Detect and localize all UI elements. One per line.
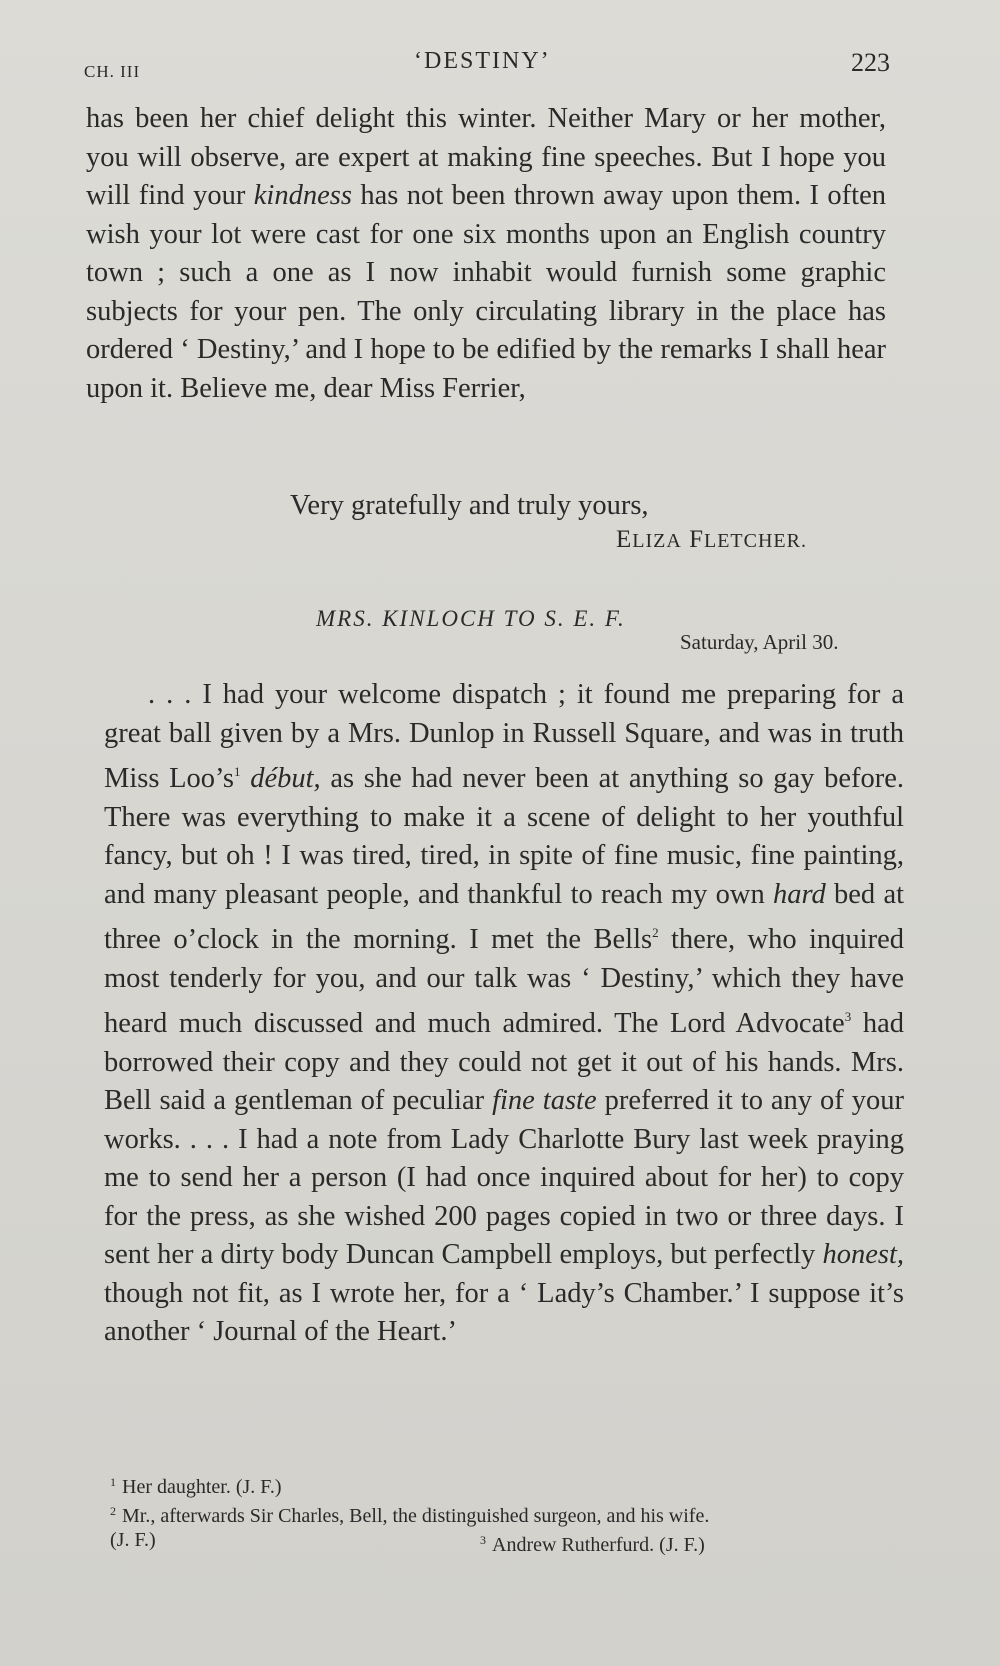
footnote-3 bbox=[480, 1528, 705, 1557]
footnote-ref: 3 bbox=[844, 1009, 852, 1024]
italic-text: début, bbox=[250, 763, 321, 794]
page-number: 223 bbox=[851, 48, 890, 77]
letter-kinloch-body bbox=[104, 676, 904, 1352]
footnote-2 bbox=[110, 1499, 920, 1528]
text-run: . . . I had your welcome dispatch ; it found me preparing for a great ball given by a Mrs. Dunlop in Russell Square, and was in truth Miss Loo’s bbox=[104, 679, 904, 794]
footnote-line bbox=[110, 1528, 920, 1556]
footnote-number: 2 bbox=[110, 1504, 116, 1518]
running-title: ‘DESTINY’ bbox=[414, 48, 551, 74]
signature-smallcaps: LETCHER. bbox=[703, 530, 807, 552]
letter-fletcher-body bbox=[86, 100, 886, 408]
italic-text: fine taste bbox=[492, 1085, 597, 1116]
letter-date: Saturday, April 30. bbox=[680, 630, 839, 654]
letter-signature bbox=[616, 526, 807, 554]
chapter-label: CH. III bbox=[84, 62, 141, 81]
footnote-text: Andrew Rutherfurd. (J. F.) bbox=[492, 1534, 705, 1556]
italic-text: honest, bbox=[822, 1239, 904, 1270]
letter-heading: MRS. KINLOCH TO S. E. F. bbox=[316, 606, 626, 631]
text-run: had borrowed their copy and they could not get it out of his hands. Mrs. Bell said a gentleman of peculiar bbox=[104, 1008, 905, 1116]
signature-initial: E bbox=[616, 526, 633, 553]
footnote-ref: 2 bbox=[652, 925, 659, 940]
footnote-text: Mr., afterwards Sir Charles, Bell, the distinguished surgeon, and his wife. bbox=[122, 1505, 710, 1527]
text-run: as she had never been at anything so gay before. There was everything to make it a scene of delight to her youthful fancy, but oh ! I was tired, tired, in spite of fine music, fine painting, and many pleasant people, and thankful to reach my own bbox=[104, 763, 904, 910]
running-head bbox=[84, 48, 890, 88]
footnote-text: Her daughter. (J. F.) bbox=[122, 1476, 282, 1498]
letter-kinloch-paragraph bbox=[104, 676, 904, 1352]
letter-fletcher-paragraph bbox=[86, 100, 886, 408]
signature-smallcaps: LIZA bbox=[632, 530, 682, 552]
footnote-1 bbox=[110, 1470, 920, 1499]
footnote-text: (J. F.) bbox=[110, 1529, 156, 1551]
footnote-ref: 1 bbox=[234, 764, 241, 779]
text-run: has been her chief delight this winter. Neither Mary or her mother, you will observe, are expert at making fine speeches. But I hope you will find your bbox=[86, 103, 886, 211]
italic-text: hard bbox=[772, 878, 826, 910]
text-run: though not fit, as I wrote her, for a ‘ Lady’s Chamber.’ I suppose it’s another ‘ Journal of the Heart.’ bbox=[104, 1277, 904, 1347]
signature-initial: F bbox=[689, 526, 704, 553]
footnote-number: 3 bbox=[480, 1533, 486, 1547]
text-run: there, who inquired most tenderly for you, and our talk was ‘ Destiny,’ which they have heard much discussed and much admired. The Lord Advocate bbox=[104, 924, 904, 1039]
footnote-number: 1 bbox=[110, 1475, 116, 1489]
text-run: preferred it to any of your works. . . . I had a note from Lady Charlotte Bury last week praying me to send her a person (I had once inquired about for her) to copy for the press, as she wished 200 pages copied in two or three days. I sent her a dirty body Duncan Campbell employs, but perfectly bbox=[104, 1085, 904, 1270]
italic-text: kindness bbox=[253, 180, 352, 211]
footnotes bbox=[110, 1470, 920, 1556]
letter-closing: Very gratefully and truly yours, bbox=[290, 490, 649, 521]
text-run: bed at three o’clock in the morning. I met the Bells bbox=[104, 878, 905, 955]
text-run: has not been thrown away upon them. I often wish your lot were cast for one six months upon an English country town ; such a one as I now inhabit would furnish some graphic subjects for your pen. The only circulating library in the place has ordered ‘ Destiny,’ and I hope to be edified by the remarks I shall hear upon it. Believe me, dear Miss Ferrier, bbox=[86, 180, 886, 404]
